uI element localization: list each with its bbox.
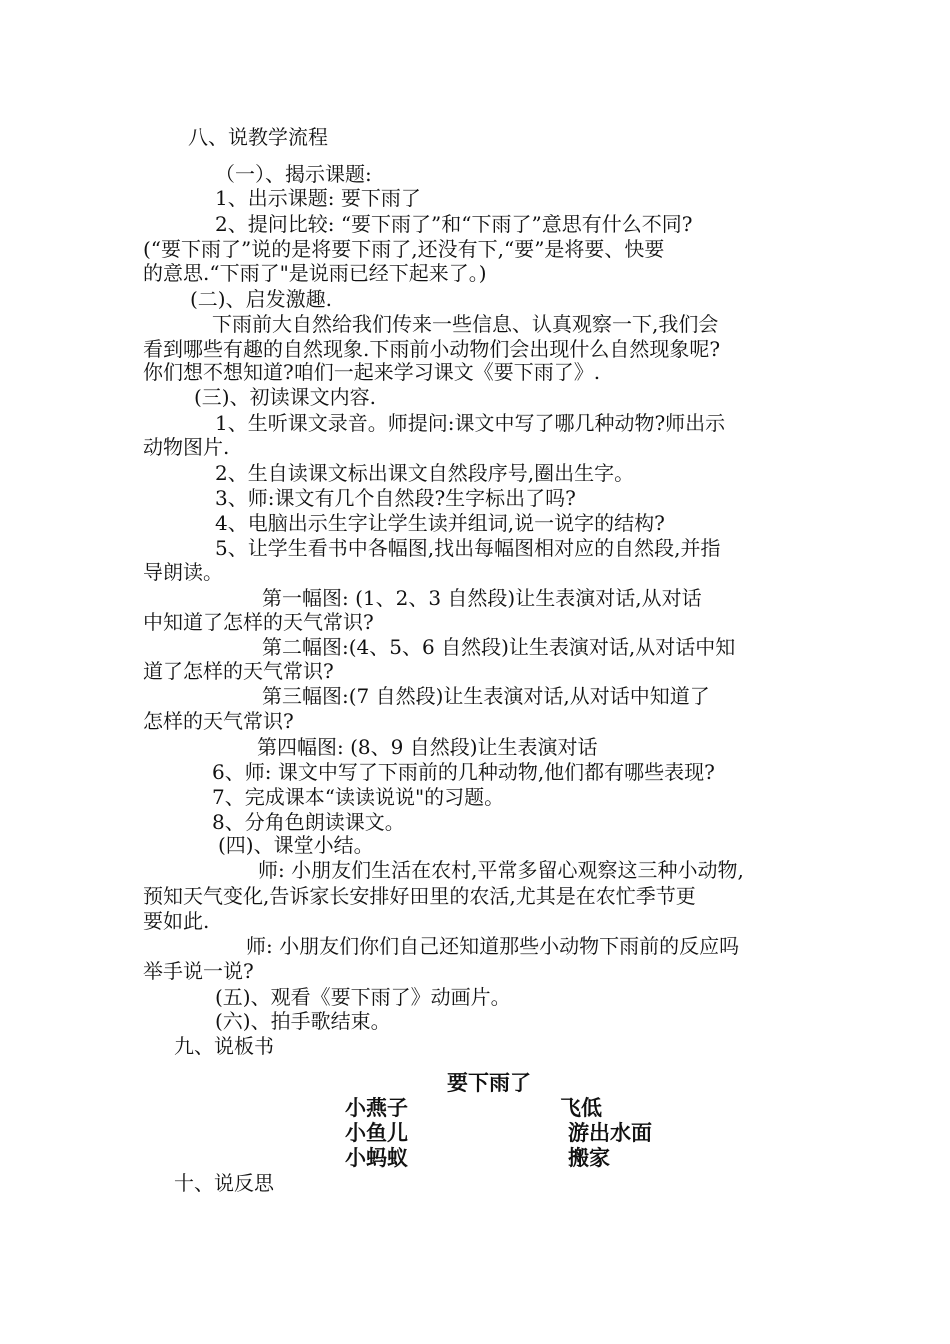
section-8-heading: 八、说教学流程 — [188, 125, 328, 149]
part-3-item-1-line-1: 1、生听课文录音。师提问:课文中写了哪几种动物?师出示 — [215, 411, 726, 435]
picture-3-line-2: 怎样的天气常识? — [143, 709, 294, 733]
picture-3-line-1: 第三幅图:(7 自然段)让生表演对话,从对话中知道了 — [262, 684, 710, 708]
part-6-title: (六)、拍手歌结束。 — [215, 1009, 391, 1033]
part-4-title: (四)、课堂小结。 — [218, 833, 374, 857]
summary-teacher-2-line-1: 师: 小朋友们你们自己还知道那些小动物下雨前的反应吗 — [246, 934, 740, 958]
board-action-3: 搬家 — [568, 1146, 610, 1170]
picture-1-line-2: 中知道了怎样的天气常识? — [143, 610, 374, 634]
board-animal-1: 小燕子 — [345, 1096, 408, 1120]
part-3-item-1-line-2: 动物图片. — [143, 435, 230, 459]
part-3-item-5-line-2: 导朗读。 — [143, 560, 223, 584]
picture-1-line-1: 第一幅图: (1、2、3 自然段)让生表演对话,从对话 — [262, 586, 702, 610]
part-5-title: (五)、观看《要下雨了》动画片。 — [215, 985, 511, 1009]
part-3-item-2: 2、生自读课文标出课文自然段序号,圈出生字。 — [215, 461, 635, 485]
part-2-title: (二)、启发激趣. — [190, 287, 332, 311]
summary-teacher-1-line-1: 师: 小朋友们生活在农村,平常多留心观察这三种小动物, — [258, 858, 744, 882]
picture-2-line-2: 道了怎样的天气常识? — [143, 659, 334, 683]
summary-teacher-1-line-2: 预知天气变化,告诉家长安排好田里的农活,尤其是在农忙季节更 — [143, 884, 696, 908]
board-title: 要下雨了 — [447, 1071, 531, 1095]
part-2-line-2: 看到哪些有趣的自然现象.下雨前小动物们会出现什么自然现象呢? — [143, 337, 721, 361]
part-3-item-6: 6、师: 课文中写了下雨前的几种动物,他们都有哪些表现? — [212, 760, 715, 784]
part-1-item-1: 1、出示课题: 要下雨了 — [215, 186, 421, 210]
part-3-item-3: 3、师:课文有几个自然段?生字标出了吗? — [215, 486, 576, 510]
board-action-1: 飞低 — [560, 1096, 602, 1120]
board-action-2: 游出水面 — [568, 1121, 652, 1145]
part-1-item-2-line-3: 的意思.“下雨了"是说雨已经下起来了。) — [143, 261, 487, 285]
part-3-item-5-line-1: 5、让学生看书中各幅图,找出每幅图相对应的自然段,并指 — [215, 536, 721, 560]
part-3-item-4: 4、电脑出示生字让学生读并组词,说一说字的结构? — [215, 511, 665, 535]
section-10-heading: 十、说反思 — [174, 1171, 274, 1195]
part-3-item-8: 8、分角色朗读课文。 — [212, 810, 405, 834]
summary-teacher-2-line-2: 举手说一说? — [143, 959, 254, 983]
section-9-heading: 九、说板书 — [174, 1034, 274, 1058]
summary-teacher-1-line-3: 要如此. — [143, 909, 210, 933]
board-animal-3: 小蚂蚁 — [345, 1146, 408, 1170]
part-2-line-3: 你们想不想知道?咱们一起来学习课文《要下雨了》. — [143, 360, 601, 384]
picture-4-line: 第四幅图: (8、9 自然段)让生表演对话 — [257, 735, 598, 759]
picture-2-line-1: 第二幅图:(4、5、6 自然段)让生表演对话,从对话中知 — [262, 635, 736, 659]
part-1-title: （一）、揭示课题: — [215, 162, 372, 186]
part-3-title: (三)、初读课文内容. — [194, 385, 376, 409]
part-1-item-2-line-2: (“要下雨了”说的是将要下雨了,还没有下,“要”是将要、快要 — [143, 237, 665, 261]
part-1-item-2-line-1: 2、提问比较: “要下雨了”和“下雨了”意思有什么不同? — [215, 212, 693, 236]
part-3-item-7: 7、完成课本“读读说说"的习题。 — [212, 785, 505, 809]
part-2-line-1: 下雨前大自然给我们传来一些信息、认真观察一下,我们会 — [212, 312, 719, 336]
board-animal-2: 小鱼儿 — [345, 1121, 408, 1145]
